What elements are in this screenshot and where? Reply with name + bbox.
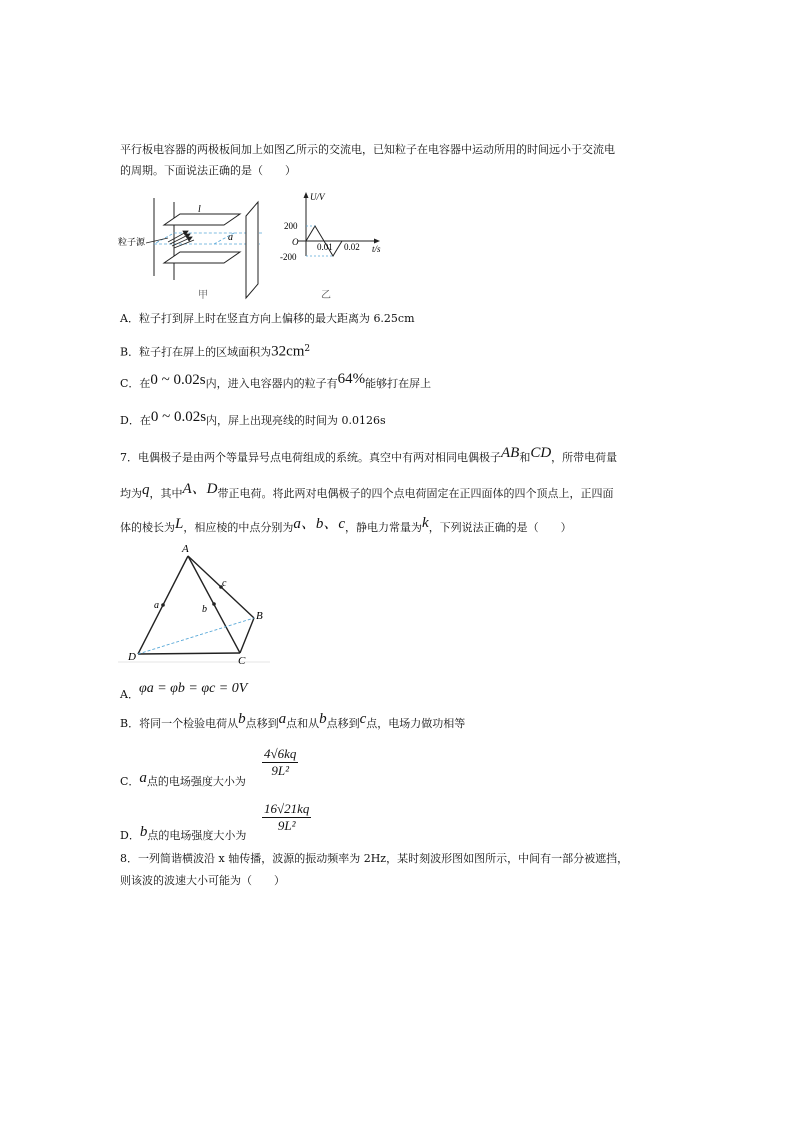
q7-option-b: [120, 711, 466, 731]
q6-option-c: [120, 371, 432, 391]
q7-l3-post: ，下列说法正确的是（ ）: [428, 521, 572, 534]
q6-option-d-math: 0 ~ 0.02s: [150, 409, 207, 425]
q7-option-c-post: 点的电场强度大小为: [146, 775, 246, 788]
q7-option-b-pre: B．将同一个检验电荷从: [120, 717, 239, 730]
q6-yi-tick-200: 200: [284, 221, 298, 231]
q6-yi-origin: O: [292, 237, 299, 247]
q7-option-a: [120, 681, 248, 701]
q6-jia-label-l: l: [198, 204, 201, 215]
q6-jia-particle-arrows: [168, 231, 194, 248]
q6-option-b-sup: 2: [304, 344, 311, 354]
q7-label-C: C: [238, 655, 246, 666]
q7-label-D: D: [128, 651, 136, 663]
q7-l2-q: q: [142, 482, 150, 498]
q6-jia-label-source: 粒子源: [118, 237, 146, 247]
q7-l1-ab: AB: [501, 445, 520, 461]
q7-option-c-pre: C．: [120, 775, 140, 788]
q6-option-c-pct: 64%: [337, 371, 366, 387]
q7-option-d: [120, 824, 247, 843]
q7-stem-line3: [120, 515, 572, 535]
q6-option-c-math: 0 ~ 0.02s: [150, 372, 206, 388]
q7-l2-mid: ，其中: [149, 487, 183, 500]
q7-stem-line1: [120, 445, 618, 465]
q7-option-a-label: A．: [120, 688, 139, 701]
q6-figure-jia: [118, 188, 278, 300]
q7-option-b-b2: b: [319, 711, 327, 727]
q7-option-d-denominator: 9L²: [277, 818, 296, 833]
q7-l2-post: 带正电荷。将此两对电偶极子的四个点电荷固定在正四面体的四个顶点上，正四面: [217, 487, 614, 500]
q7-option-c-a: a: [139, 770, 147, 786]
q7-option-c-fraction: [262, 746, 298, 779]
q7-option-d-fraction: [262, 801, 311, 834]
q7-l3-mid2: ，静电力常量为: [345, 521, 423, 534]
q6-option-c-mid: 内，进入电容器内的粒子有: [205, 377, 338, 390]
q6-option-d-pre: D．在: [120, 414, 151, 427]
q7-edge-bc: [240, 618, 254, 653]
q7-option-b-post: 点，电场力做功相等: [366, 717, 466, 730]
q6-figure-yi: [278, 188, 390, 300]
q6-jia-label-a: a: [228, 232, 233, 243]
q6-stem-line2: 的周期。下面说法正确的是（ ）: [120, 164, 296, 177]
q7-midpoint-b: [212, 602, 216, 606]
q6-jia-caption: 甲: [198, 290, 208, 300]
q6-yi-tick-neg200: -200: [280, 252, 297, 262]
q6-yi-y-label: U/V: [310, 192, 325, 202]
q7-option-d-post: 点的电场强度大小为: [147, 829, 247, 842]
q6-option-d: [120, 409, 386, 428]
q7-l1-cd: CD: [530, 445, 552, 461]
q7-option-b-mid2: 点和从: [286, 717, 320, 730]
q7-edge-db-hidden: [138, 618, 254, 654]
q6-yi-caption: 乙: [321, 290, 331, 300]
q7-tetrahedron-figure: [118, 540, 274, 666]
q7-option-c: [120, 770, 246, 789]
q7-l3-abc: a、b、c: [293, 516, 346, 532]
q6-option-b-math: 32cm: [271, 343, 305, 360]
q7-l3-l: L: [175, 516, 184, 532]
q7-option-b-a: a: [278, 711, 287, 727]
q7-option-b-mid1: 点移到: [245, 717, 279, 730]
q6-jia-lower-plate: [164, 252, 240, 263]
q6-yi-tick-002: 0.02: [344, 242, 360, 252]
q7-label-c: c: [222, 578, 227, 589]
q7-option-d-pre: D．: [120, 829, 140, 842]
q7-l2-ad: A、D: [182, 481, 218, 497]
q7-midpoint-a: [161, 603, 165, 607]
q7-option-d-b: b: [139, 824, 148, 840]
q7-option-c-numerator: 4√6kq: [264, 746, 297, 761]
q7-option-c-denominator: 9L²: [271, 763, 290, 778]
q6-option-a: A．粒子打到屏上时在竖直方向上偏移的最大距离为 6.25cm: [120, 312, 415, 325]
q7-label-B: B: [256, 610, 263, 622]
q7-l3-pre: 体的棱长为: [120, 521, 175, 534]
q6-option-b: [120, 342, 310, 360]
q7-l1-post: ，所带电荷量: [551, 451, 618, 464]
q7-label-b: b: [202, 604, 207, 615]
q6-jia-screen: [246, 202, 258, 298]
q6-option-d-post: 内，屏上出现亮线的时间为 0.0126s: [206, 414, 386, 427]
q6-option-c-post: 能够打在屏上: [365, 377, 432, 390]
q7-l3-mid: ，相应棱的中点分别为: [183, 521, 294, 534]
q7-option-d-numerator: 16√21kq: [264, 801, 310, 816]
q6-stem-line1: 平行板电容器的两极板间加上如图乙所示的交流电，已知粒子在电容器中运动所用的时间远小于交流电: [120, 143, 615, 156]
q7-label-a: a: [154, 600, 159, 611]
q7-l2-pre: 均为: [120, 487, 142, 500]
q6-yi-x-label: t/s: [372, 244, 381, 254]
q7-option-a-math: φa = φb = φc = 0V: [138, 681, 248, 696]
q8-stem-line2: 则该波的波速大小可能为（ ）: [120, 874, 285, 887]
q7-l1-pre: 7．电偶极子是由两个等量异号点电荷组成的系统。真空中有两对相同电偶极子: [120, 451, 501, 464]
q8-stem-line1: 8．一列简谐横波沿 x 轴传播，波源的振动频率为 2Hz，某时刻波形图如图所示，中间有一部分被遮挡，: [120, 852, 629, 865]
q6-option-b-text: B．粒子打在屏上的区域面积为: [120, 345, 272, 359]
q7-option-b-c: c: [359, 711, 367, 727]
q6-jia-upper-plate: [164, 214, 240, 225]
q6-yi-tick-001: 0.01: [317, 242, 333, 252]
q7-l1-and: 和: [519, 451, 531, 464]
q7-stem-line2: [120, 481, 614, 501]
q7-option-b-mid3: 点移到: [326, 717, 360, 730]
q7-label-A: A: [182, 543, 189, 555]
q7-option-b-b1: b: [238, 711, 246, 727]
q6-option-c-pre: C．在: [120, 377, 151, 390]
q7-edge-dc: [138, 653, 240, 654]
q7-l3-k: k: [422, 515, 429, 531]
